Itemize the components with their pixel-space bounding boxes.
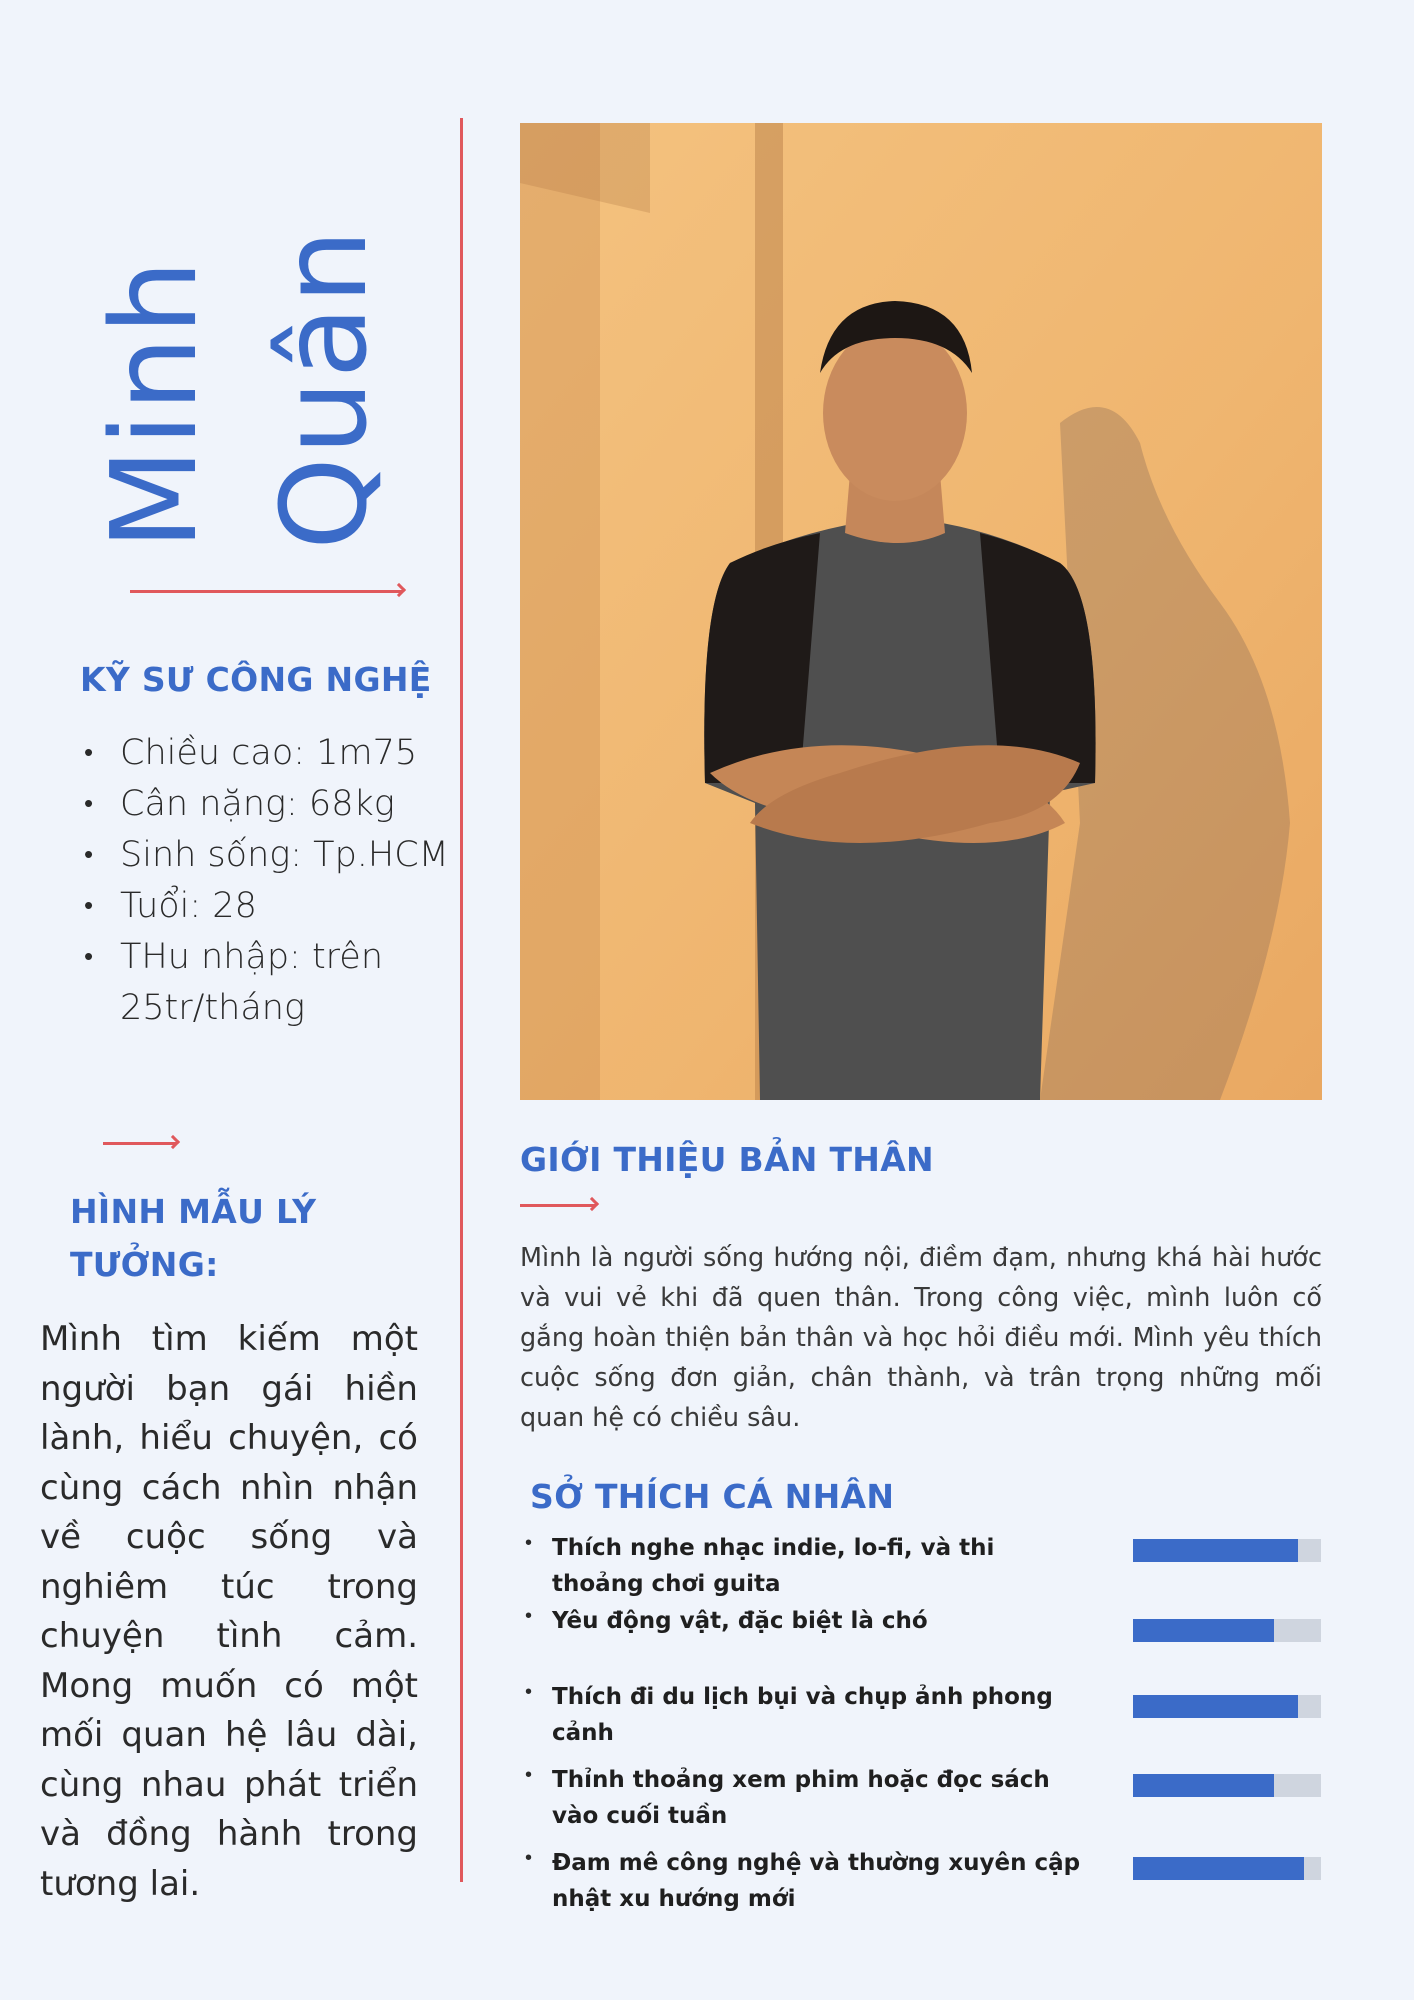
hobby-level-bar [1133, 1695, 1321, 1718]
hobby-level-fill [1133, 1619, 1274, 1642]
list-item: • Cân nặng: 68kg [82, 779, 462, 830]
last-name: Quân [255, 227, 393, 550]
hobby-text: Thích đi du lịch bụi và chụp ảnh phong cảnh [552, 1684, 1053, 1746]
ideal-heading-line1: HÌNH MẪU LÝ [70, 1192, 317, 1231]
intro-heading: GIỚI THIỆU BẢN THÂN [520, 1140, 934, 1179]
portrait-photo [520, 123, 1322, 1100]
bullet-icon: • [525, 1532, 533, 1554]
name-block [85, 138, 435, 558]
hobby-level-fill [1133, 1857, 1304, 1880]
bullet-icon: • [525, 1764, 533, 1786]
bullet-icon: • [525, 1681, 533, 1703]
list-item: • Chiều cao: 1m75 [82, 728, 462, 779]
intro-text: Mình là người sống hướng nội, điềm đạm, nhưng khá hài hước và vui vẻ khi đã quen thân. Trong công việc, mình luôn cố gắng hoàn thiện bản thân và học hỏi điều mới. Mình yêu thích cuộc sống đơn giản, chân thành, và trân trọng những mối quan hệ có chiều sâu. [520, 1243, 1322, 1433]
list-item: • Sinh sống: Tp.HCM [82, 830, 462, 881]
hobby-level-bar [1133, 1619, 1321, 1642]
ideal-text: Mình tìm kiếm một người bạn gái hiền lành, hiểu chuyện, có cùng cách nhìn nhận về cuộc sống và nghiêm túc trong chuyện tình cảm. Mong muốn có một mối quan hệ lâu dài, cùng nhau phát triển và đồng hành trong tương lai. [40, 1319, 418, 1904]
hobby-level-bar [1133, 1539, 1321, 1562]
hobby-text: Đam mê công nghệ và thường xuyên cập nhật xu hướng mới [552, 1850, 1081, 1912]
list-item: • Tuổi: 28 [82, 881, 462, 932]
hobby-level-bar [1133, 1857, 1321, 1880]
hobby-level-fill [1133, 1539, 1298, 1562]
ideal-heading [70, 1185, 316, 1291]
intro-arrow-divider [520, 1204, 595, 1207]
hobby-level-fill [1133, 1774, 1274, 1797]
job-title: KỸ SƯ CÔNG NGHỆ [80, 660, 432, 699]
hobbies-heading: SỞ THÍCH CÁ NHÂN [530, 1477, 895, 1516]
bullet-icon: • [525, 1605, 533, 1627]
first-name: Minh [85, 257, 223, 550]
portrait-illustration [520, 123, 1322, 1100]
hobby-text: Yêu động vật, đặc biệt là chó [552, 1608, 928, 1634]
name-arrow-divider [130, 590, 402, 593]
bullet-icon: • [525, 1847, 533, 1869]
hobby-text: Thích nghe nhạc indie, lo-fi, và thi thoảng chơi guita [552, 1535, 995, 1597]
ideal-arrow-divider [103, 1142, 176, 1145]
ideal-heading-line2: TƯỞNG: [70, 1245, 219, 1284]
hobby-text: Thỉnh thoảng xem phim hoặc đọc sách vào cuối tuần [552, 1767, 1050, 1829]
facts-list [82, 728, 462, 1034]
hobby-level-bar [1133, 1774, 1321, 1797]
hobby-level-fill [1133, 1695, 1298, 1718]
list-item: • THu nhập: trên 25tr/tháng [82, 932, 462, 1034]
